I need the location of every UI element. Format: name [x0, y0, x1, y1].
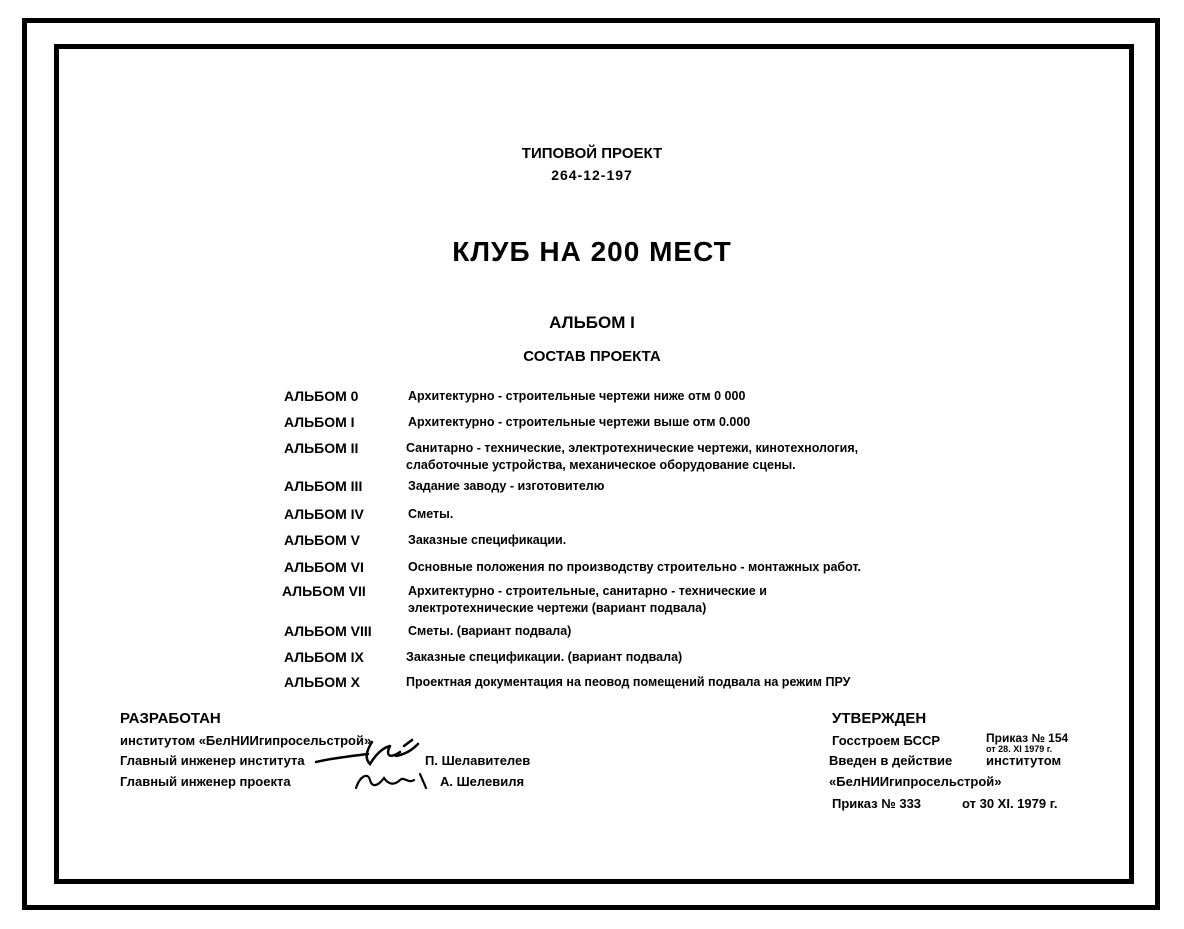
album-code-4: АЛЬБОМ IV: [284, 506, 364, 522]
introduced-label: Введен в действие: [829, 753, 953, 768]
album-code-10: АЛЬБОМ X: [284, 674, 361, 690]
album-desc-1: Архитектурно - строительные чертежи выше отм 0.000: [408, 415, 751, 429]
album-desc-5: Заказные спецификации.: [408, 533, 567, 547]
album-desc-10: Проектная документация на пеовод помещений подвала на режим ПРУ: [406, 675, 851, 689]
approved-order-date: от 28. XI 1979 г.: [986, 744, 1053, 754]
developed-heading: РАЗРАБОТАН: [120, 710, 221, 727]
approved-by: Госстроем БССР: [832, 733, 941, 748]
album-code-7: АЛЬБОМ VII: [282, 583, 366, 599]
album-desc-8: Сметы. (вариант подвала): [408, 624, 572, 638]
album-code-1: АЛЬБОМ I: [284, 414, 355, 430]
album-desc-7a: Архитектурно - строительные, санитарно - технические и: [408, 584, 767, 598]
project-number: 264-12-197: [551, 167, 633, 183]
album-code-0: АЛЬБОМ 0: [284, 388, 359, 404]
album-desc-3: Задание заводу - изготовителю: [408, 479, 605, 493]
developed-institute: институтом «БелНИИгипросельстрой»: [120, 733, 372, 748]
album-desc-9: Заказные спецификации. (вариант подвала): [406, 650, 683, 664]
chief-engineer-institute-label: Главный инженер института: [120, 753, 305, 768]
introduced-by: институтом: [986, 753, 1062, 768]
album-desc-2b: слаботочные устройства, механическое оборудование сцены.: [406, 458, 796, 472]
approved-heading: УТВЕРЖДЕН: [832, 710, 927, 727]
album-desc-6: Основные положения по производству строительно - монтажных работ.: [408, 560, 861, 574]
chief-engineer-project-label: Главный инженер проекта: [120, 774, 291, 789]
approved-order2: Приказ № 333: [832, 796, 922, 811]
chief-engineer-project-name: А. Шелевиля: [440, 774, 525, 789]
approved-order2-date: от 30 XI. 1979 г.: [962, 796, 1058, 811]
album-code-6: АЛЬБОМ VI: [284, 559, 364, 575]
approved-order: Приказ № 154: [986, 731, 1069, 745]
album-desc-4: Сметы.: [408, 507, 454, 521]
chief-engineer-institute-name: П. Шелавителев: [425, 753, 531, 768]
album-code-5: АЛЬБОМ V: [284, 532, 361, 548]
project-type: ТИПОВОЙ ПРОЕКТ: [521, 145, 663, 162]
album-desc-7b: электротехнические чертежи (вариант подвала): [408, 601, 707, 615]
signature-project-icon: [350, 768, 435, 796]
approved-institute: «БелНИИгипросельстрой»: [829, 774, 1002, 789]
main-title: КЛУБ НА 200 МЕСТ: [452, 236, 732, 267]
album-desc-2a: Санитарно - технические, электротехнические чертежи, кинотехнология,: [406, 441, 859, 455]
album-desc-0: Архитектурно - строительные чертежи ниже отм 0 000: [408, 389, 746, 403]
album-code-8: АЛЬБОМ VIII: [284, 623, 372, 639]
album-code-2: АЛЬБОМ II: [284, 440, 359, 456]
composition-heading: СОСТАВ ПРОЕКТА: [523, 348, 661, 365]
album-code-9: АЛЬБОМ IX: [284, 649, 364, 665]
album-heading: АЛЬБОМ I: [549, 313, 635, 332]
signature-institute-icon: [312, 736, 422, 770]
album-code-3: АЛЬБОМ III: [284, 478, 363, 494]
